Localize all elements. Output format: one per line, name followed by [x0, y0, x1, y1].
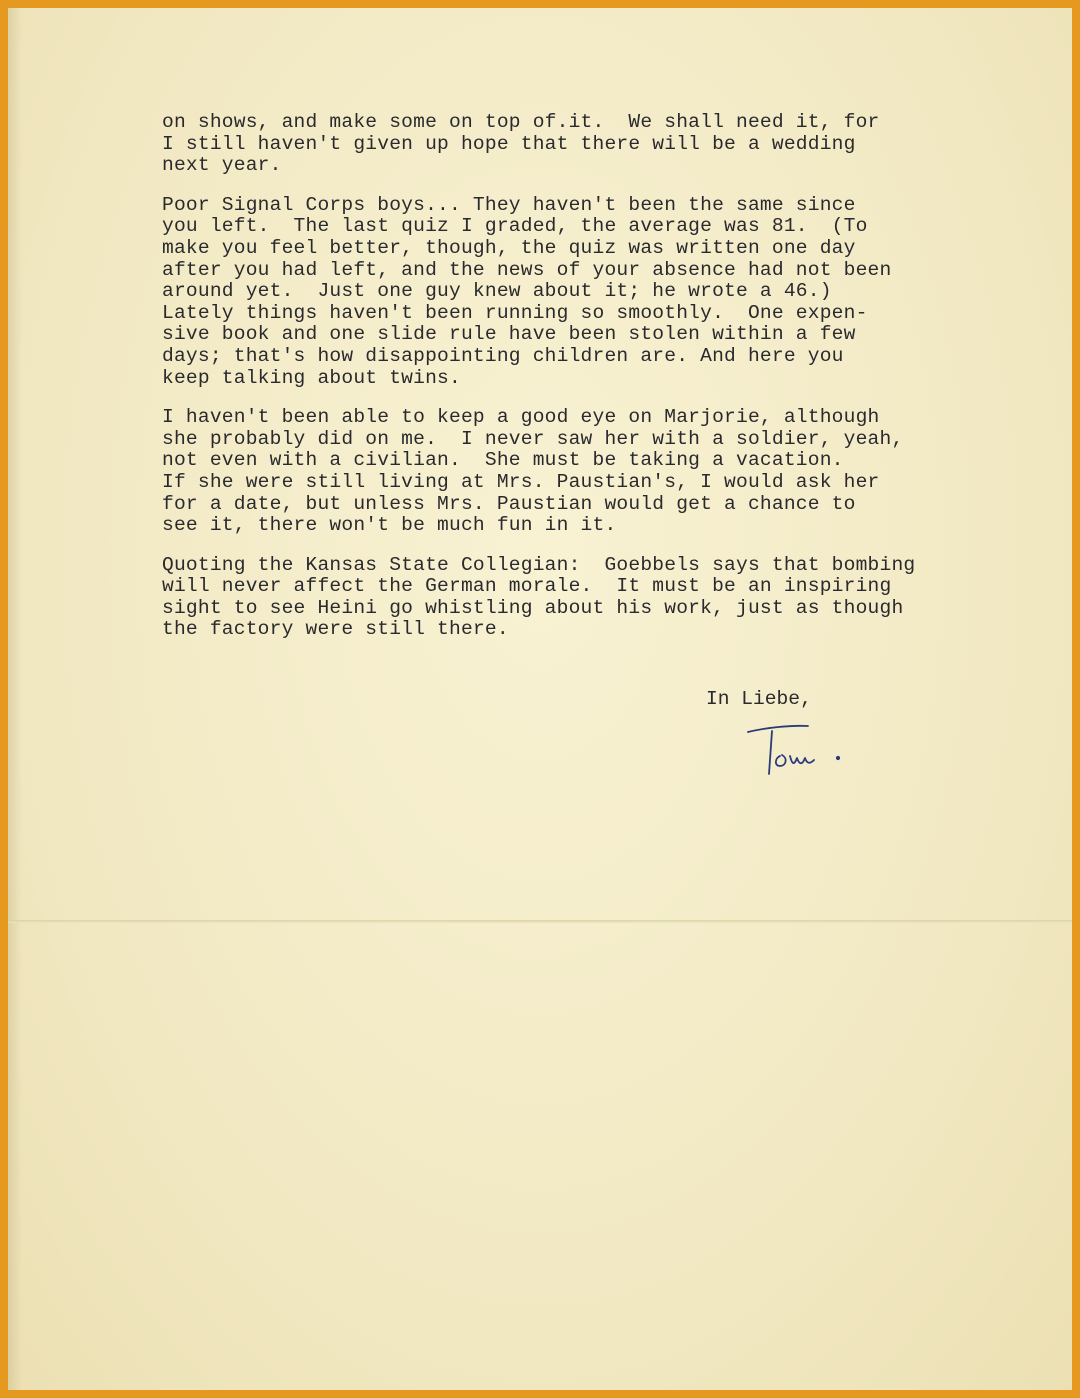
- text-line: on shows, and make some on top of.it. We shall need it, for: [162, 111, 880, 133]
- text-line: the factory were still there.: [162, 618, 509, 641]
- text-line: you left. The last quiz I graded, the average was 81. (To: [162, 215, 868, 238]
- text-line: for a date, but unless Mrs. Paustian would get a chance to: [162, 492, 856, 515]
- paragraph-1: [162, 112, 982, 177]
- paper-fold-crease: [8, 920, 1072, 923]
- text-line: sive book and one slide rule have been stolen within a few: [162, 323, 856, 346]
- text-line: sight to see Heini go whistling about his work, just as though: [162, 596, 904, 619]
- paragraph-2: [162, 195, 982, 389]
- text-line: around yet. Just one guy knew about it; he wrote a 46.): [162, 280, 832, 303]
- text-line: make you feel better, though, the quiz was written one day: [162, 236, 856, 259]
- text-line: I haven't been able to keep a good eye on Marjorie, although: [162, 406, 880, 429]
- paper-edge-shadow: [8, 8, 22, 1390]
- text-line: days; that's how disappointing children are. And here you: [162, 344, 844, 367]
- text-line: next year.: [162, 154, 282, 177]
- text-line: Lately things haven't been running so smoothly. One expen-: [162, 301, 868, 324]
- text-line: she probably did on me. I never saw her with a soldier, yeah,: [162, 427, 904, 450]
- text-line: will never affect the German morale. It must be an inspiring: [162, 575, 892, 598]
- text-line: If she were still living at Mrs. Paustian's, I would ask her: [162, 470, 880, 493]
- text-line: after you had left, and the news of your absence had not been: [162, 258, 892, 281]
- text-line: Poor Signal Corps boys... They haven't been the same since: [162, 193, 856, 216]
- paragraph-3: [162, 407, 982, 537]
- closing-salutation: In Liebe,: [706, 688, 812, 710]
- text-line: see it, there won't be much fun in it.: [162, 514, 617, 537]
- text-line: not even with a civilian. She must be taking a vacation.: [162, 449, 844, 472]
- handwritten-signature: [742, 720, 852, 780]
- text-line: keep talking about twins.: [162, 366, 461, 389]
- paragraph-4: [162, 555, 982, 641]
- text-line: Quoting the Kansas State Collegian: Goebbels says that bombing: [162, 553, 916, 576]
- letter-body: [162, 112, 982, 659]
- text-line: I still haven't given up hope that there will be a wedding: [162, 132, 856, 155]
